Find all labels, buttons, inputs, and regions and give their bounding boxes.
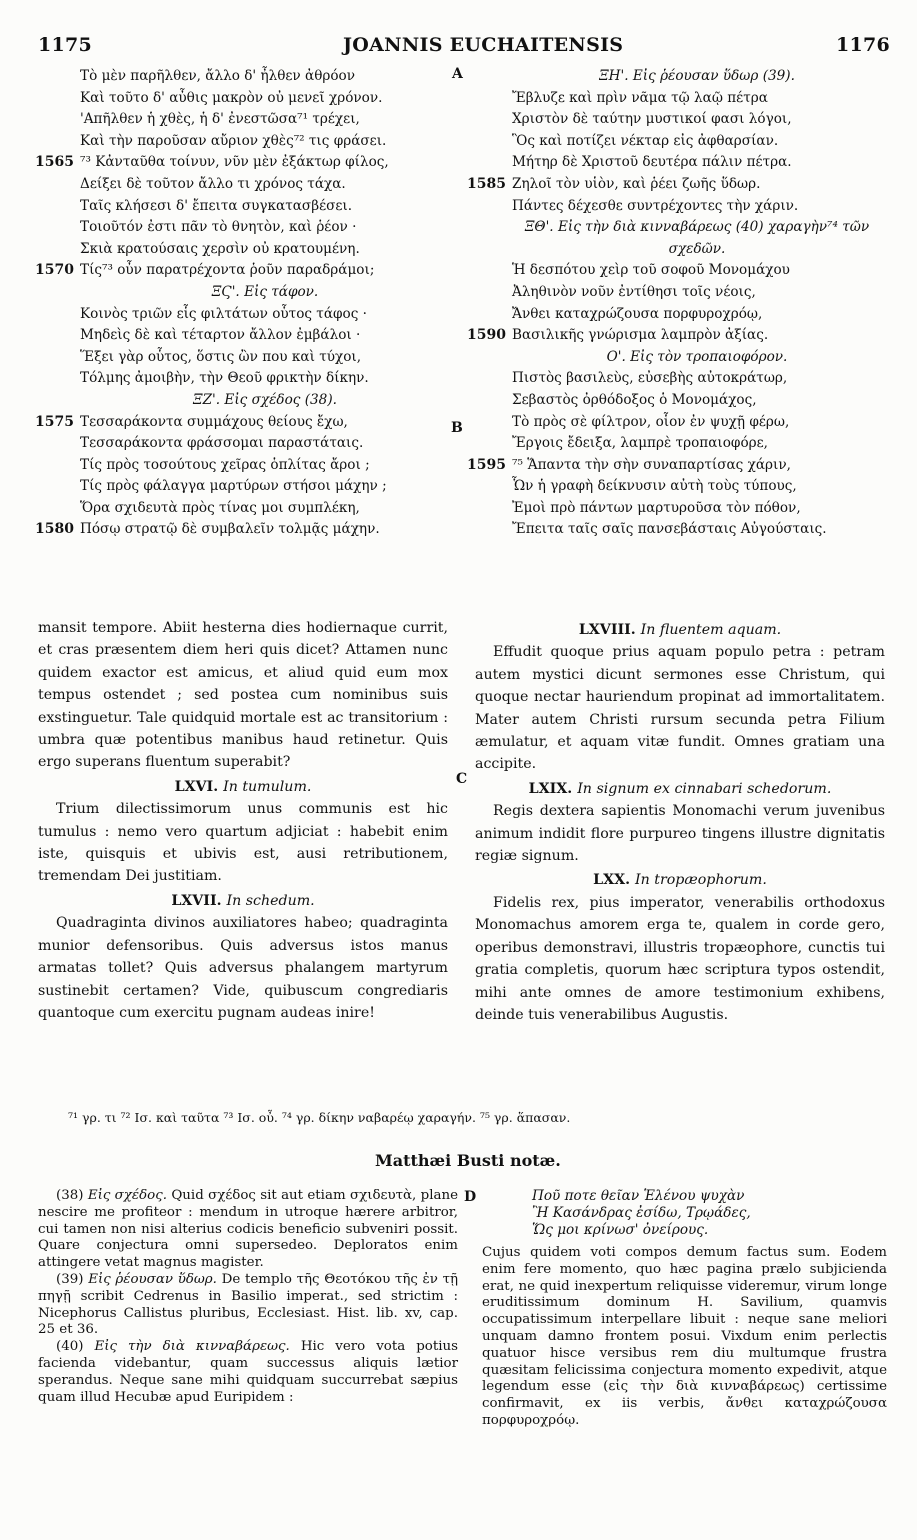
verse-text: Κοινὸς τριῶν εἷς φιλτάτων οὗτος τάφος · [80, 305, 367, 322]
verse-text: Ἡ δεσπότου χεὶρ τοῦ σοφοῦ Μονομάχου [512, 262, 790, 279]
note-greek-lemma: Εἰς σχέδος. [87, 1188, 167, 1203]
verse-heading [80, 390, 450, 412]
verse-text: ΞϚ'. Εἰς τάφον. [211, 283, 319, 300]
heading-title: In fluentem aquam. [640, 622, 782, 638]
verse-line [467, 325, 882, 347]
verse-line [80, 433, 450, 455]
verse-text: Δείξει δὲ τοῦτον ἄλλο τι χρόνος τάχα. [80, 175, 346, 192]
verse-line [80, 455, 450, 477]
verse-line [512, 368, 882, 390]
verse-line [512, 412, 882, 434]
verse-line [80, 304, 450, 326]
verse-text: ΞΖ'. Εἰς σχέδος (38). [193, 391, 337, 408]
verse-line [512, 260, 882, 282]
verse-text: Τόλμης ἀμοιβὴν, τὴν Θεοῦ φρικτὴν δίκην. [80, 370, 369, 387]
verse-line [512, 131, 882, 153]
verse-line [80, 347, 450, 369]
latin-paragraph-lxix: Regis dextera sapientis Monomachi verum juvenibus animum indidit flore purpureo tingens illustre dignitatis regiæ signum. [475, 803, 885, 865]
heading-title: In signum ex cinnabari schedorum. [577, 780, 832, 797]
verse-heading [512, 217, 882, 239]
note-38 [38, 1188, 458, 1272]
note-39 [38, 1272, 458, 1339]
verse-text: Ο'. Εἰς τὸν τροπαιοφόρον. [606, 348, 788, 365]
heading-number: LXIX. [528, 780, 573, 797]
verse-text: Τίς⁷³ οὖν παρατρέχοντα ῥοῦν παραδράμοι; [80, 262, 375, 279]
verse-text: σχεδῶν. [668, 240, 726, 257]
verse-text: Βασιλικῆς γνώρισμα λαμπρὸν ἀξίας. [512, 327, 769, 344]
verse-text: Σεβαστὸς ὀρθόδοξος ὁ Μονομάχος, [512, 391, 757, 408]
latin-paragraph-continued: mansit tempore. Abiit hesterna dies hodiernaque currit, et cras præsentem diem heri quis dicet? Attamen nunc quidem exactor est amicus, et aliud quid eum mox tempus ostendet ; sed postea cum nominibus suis exstinguetur. Tale quidquid mortale est ac transitorium : umbra quæ potentibus manibus haud retinetur. Quis ergo superans fluentum superabit? [38, 620, 448, 771]
left-page-number: 1175 [38, 34, 93, 56]
verse-text: Ὃς καὶ ποτίζει νέκταρ εἰς ἀφθαρσίαν. [512, 132, 779, 149]
euripides-quote [482, 1188, 887, 1239]
heading-lxvii [38, 890, 448, 912]
verse-text: Τὸ πρὸς σὲ φίλτρον, οἷον ἐν ψυχῇ φέρω, [512, 413, 790, 430]
latin-left-column [38, 617, 448, 1024]
greek-verse-left [35, 66, 450, 541]
verse-heading [512, 239, 882, 261]
verse-line [80, 368, 450, 390]
heading-number: LXVIII. [578, 622, 636, 638]
verse-line [80, 217, 450, 239]
marker-b: B [451, 420, 463, 436]
heading-title: In tumulum. [223, 778, 312, 795]
verse-text: Ἔβλυζε καὶ πρὶν νᾶμα τῷ λαῷ πέτρα [512, 89, 768, 106]
verse-text: Ταῖς κλήσεσι δ' ἔπειτα συγκατασβέσει. [80, 197, 353, 214]
heading-title: In schedum. [226, 892, 315, 909]
verse-text: Ὅρα σχιδευτὰ πρὸς τίνας μοι συμπλέκη, [80, 499, 360, 516]
verse-line [80, 239, 450, 261]
verse-line [80, 109, 450, 131]
note-continuation [482, 1245, 887, 1430]
line-number: 1595 [467, 456, 506, 473]
line-number: 1580 [35, 521, 74, 538]
quote-line: Ὥς μοι κρίνωσ' ὀνείρους. [532, 1222, 709, 1238]
verse-text: Καὶ τὴν παροῦσαν αὔριον χθὲς⁷² τις φράσει. [80, 132, 387, 149]
verse-line [35, 152, 450, 174]
latin-paragraph-lxx: Fidelis rex, pius imperator, venerabilis orthodoxus Monomachus amorem erga te, qualem in corde gero, operibus demonstravi, illustris tropæophore, cunctis tui gratia completis, quorum hæc scriptura typos ostendit, mihi ante omnes de amore testimonium exhibens, deinde tuis venerabilibus Augustis. [475, 894, 885, 1023]
verse-line [512, 282, 882, 304]
verse-text: Ἔργοις ἔδειξα, λαμπρὲ τροπαιοφόρε, [512, 435, 768, 452]
note-text: De templo τῆς Θεοτόκου τῆς ἐν τῇ πηγῇ scribit Cedrenus in Basilio imperat., sed strictim : Nicephorus Callistus pluribus, Ecclesiast. Hist. lib. xv, cap. 25 et 36. [38, 1271, 459, 1338]
verse-text: 'Απῆλθεν ἡ χθὲς, ἡ δ' ἐνεστῶσα⁷¹ τρέχει, [80, 111, 360, 128]
verse-line [80, 66, 450, 88]
line-number: 1565 [35, 154, 74, 171]
verse-text: Ἔπειτα ταῖς σαῖς πανσεβάσταις Αὐγούσταις. [512, 521, 827, 538]
verse-line [80, 196, 450, 218]
heading-lxvi [38, 776, 448, 798]
verse-text: Τὸ μὲν παρῆλθεν, ἄλλο δ' ἦλθεν ἀθρόον [80, 68, 356, 84]
verse-text: Ἄνθει καταχρώζουσα πορφυροχρόῳ, [512, 305, 763, 322]
note-greek-lemma: Εἰς τὴν διὰ κινναβάρεως. [94, 1339, 290, 1355]
notes-title: Matthæi Busti notæ. [375, 1151, 561, 1170]
note-label: (40) [56, 1339, 84, 1355]
verse-text: Ἀληθινὸν νοῦν ἐντίθησι τοῖς νέοις, [512, 283, 756, 300]
verse-text: ΞΘ'. Εἰς τὴν διὰ κινναβάρεως (40) χαραγὴν⁷⁴ τῶν [524, 219, 870, 236]
quote-line: Ποῦ ποτε θεῖαν Ἑλένου ψυχὰν [532, 1188, 745, 1204]
verse-text: Τίς πρὸς φάλαγγα μαρτύρων στήσοι μάχην ; [80, 478, 387, 495]
line-number: 1575 [35, 413, 74, 430]
note-text: Quid σχέδος sit aut etiam σχιδευτὰ, plane nescire me profiteor : mendum in utroque hærere arbitror, cui tamen non nisi alterius codicis beneficio subveniri possit. Quare conjectura omni supersedeo. Deploratos enim attingere vetat magnus magister. [38, 1188, 459, 1271]
verse-line [512, 498, 882, 520]
latin-paragraph-lxviii: Effudit quoque prius aquam populo petra : petram autem mystici dicunt sermones esse Christum, qui quoque nectar hauriendum propinat ad immortalitatem. Mater autem Christi rursum secunda petra Filium æmulatur, et aquam vitæ fundit. Omnes gratiam una accipite. [475, 644, 885, 773]
verse-text: ⁷³ Κἀνταῦθα τοίνυν, νῦν μὲν ἐξάκτωρ φίλος, [80, 154, 389, 171]
verse-line [35, 260, 450, 282]
note-label: (38) [56, 1188, 84, 1203]
verse-line [80, 498, 450, 520]
verse-line [467, 455, 882, 477]
note-greek-lemma: Εἰς ῥέουσαν ὕδωρ. [88, 1271, 217, 1287]
verse-text: Τεσσαράκοντα συμμάχους θείους ἔχω, [80, 413, 348, 430]
right-page-number: 1176 [836, 34, 891, 56]
verse-line [80, 88, 450, 110]
notes-right-column [482, 1188, 887, 1430]
verse-line [467, 174, 882, 196]
note-label: (39) [56, 1271, 84, 1287]
marker-c: C [456, 771, 468, 787]
verse-text: Χριστὸν δὲ ταύτην μυστικοί φασι λόγοι, [512, 111, 792, 128]
verse-text: Ἕξει γὰρ οὗτος, ὅστις ὢν που καὶ τύχοι, [80, 348, 362, 365]
note-text: Cujus quidem voti compos demum factus sum. Eodem enim fere momento, quo hæc pagina prælo subjicienda erat, ne quid inexpertum reliquisse videremur, virum longe eruditissimum dominum H. Savilium, quamvis occupatissimum interpellare libuit : neque sane meliori unquam damno frontem posui. Vixdum enim perlectis quatuor hisce versibus rem diu multumque frustra quæsitam felicissima conjectura momento expedivit, atque legendum esse (εἰς τὴν διὰ κινναβάρεως) certissime confirmavit, ex iis verbis, ἄνθει καταχρώζουσα πορφυροχρόῳ. [482, 1245, 887, 1428]
verse-text: Τίς πρὸς τοσούτους χεῖρας ὁπλίτας ἄροι ; [80, 456, 370, 473]
heading-number: LXX. [593, 872, 631, 889]
verse-text: Σκιὰ κρατούσαις χερσὶν οὐ κρατουμένη. [80, 240, 360, 257]
verse-text: Τοιοῦτόν ἐστι πᾶν τὸ θνητὸν, καὶ ῥέον · [80, 219, 357, 236]
verse-line [80, 476, 450, 498]
verse-line [35, 412, 450, 434]
verse-text: Τεσσαράκοντα φράσσομαι παραστάταις. [80, 435, 364, 452]
verse-text: Πάντες δέχεσθε συντρέχοντες τὴν χάριν. [512, 197, 799, 214]
verse-heading [512, 347, 882, 369]
verse-heading [512, 66, 882, 88]
verse-text: Καὶ τοῦτο δ' αὖθις μακρὸν οὐ μενεῖ χρόνον. [80, 89, 383, 106]
verse-line [512, 390, 882, 412]
footnotes-line: ⁷¹ γρ. τι ⁷² Ισ. καὶ ταῦτα ⁷³ Ισ. οὖ. ⁷⁴ γρ. δίκην ναβαρέῳ χαραγήν. ⁷⁵ γρ. ἅπασαν. [68, 1110, 571, 1125]
marker-a: A [452, 66, 463, 82]
running-title: JOANNIS EUCHAITENSIS [343, 34, 624, 56]
verse-text: Ἐμοὶ πρὸ πάντων μαρτυροῦσα τὸν πόθον, [512, 499, 801, 516]
verse-line [512, 88, 882, 110]
verse-text: Πόσῳ στρατῷ δὲ συμβαλεῖν τολμᾷς μάχην. [80, 521, 380, 538]
heading-lxx [475, 869, 885, 891]
notes-left-column [38, 1188, 458, 1406]
verse-line [512, 433, 882, 455]
heading-number: LXVII. [171, 892, 222, 909]
verse-line [512, 304, 882, 326]
verse-text: Μήτηρ δὲ Χριστοῦ δευτέρα πάλιν πέτρα. [512, 154, 792, 171]
verse-line [512, 476, 882, 498]
greek-verse-right [467, 66, 882, 541]
verse-line [512, 152, 882, 174]
line-number: 1570 [35, 262, 74, 279]
verse-text: Ὧν ἡ γραφὴ δείκνυσιν αὐτὴ τοὺς τύπους, [512, 478, 797, 495]
latin-right-column [475, 617, 885, 1026]
verse-text: Μηδεὶς δὲ καὶ τέταρτον ἄλλον ἐμβάλοι · [80, 327, 361, 344]
verse-text: Πιστὸς βασιλεὺς, εὐσεβὴς αὐτοκράτωρ, [512, 370, 788, 387]
latin-paragraph-lxvi: Trium dilectissimorum unus communis est hic tumulus : nemo vero quartum adjiciat : habebit enim iste, quisquis et ubivis est, ausi retributionem, tremendam Dei justitiam. [38, 801, 448, 885]
verse-text: ⁷⁵ Ἅπαντα τὴν σὴν συναπαρτίσας χάριν, [512, 456, 791, 473]
heading-lxix [475, 778, 885, 800]
line-number: 1585 [467, 175, 506, 192]
verse-line [512, 109, 882, 131]
verse-line [512, 196, 882, 218]
verse-text: ΞΗ'. Εἰς ῥέουσαν ὕδωρ (39). [599, 68, 795, 84]
verse-line [80, 325, 450, 347]
heading-title: In tropæophorum. [635, 872, 767, 889]
heading-lxviii [475, 619, 885, 641]
verse-heading [80, 282, 450, 304]
marker-d: D [464, 1189, 477, 1205]
verse-text: Ζηλοῖ τὸν υἱὸν, καὶ ῥέει ζωῆς ὕδωρ. [512, 175, 761, 192]
verse-line [80, 131, 450, 153]
note-text: Hic vero vota potius facienda videbantur, quam successus aliquis lætior sperandus. Neque sane mihi quidquam succurrebat sæpius quam illud Hecubæ apud Euripidem : [38, 1339, 458, 1405]
verse-line [512, 519, 882, 541]
note-40 [38, 1339, 458, 1406]
quote-line: Ἢ Κασάνδρας ἐσίδω, Τρῳάδες, [532, 1205, 751, 1221]
latin-paragraph-lxvii: Quadraginta divinos auxiliatores habeo; quadraginta munior defensoribus. Quis adversus istos manus armatas tollet? Quis adversus phalangem martyrum sustinebit certamen? Vide, quibuscum congrediaris quantoque cum exercitu pugnam audeas inire! [38, 915, 448, 1021]
verse-line [35, 519, 450, 541]
verse-line [80, 174, 450, 196]
line-number: 1590 [467, 327, 506, 344]
heading-number: LXVI. [174, 778, 219, 795]
